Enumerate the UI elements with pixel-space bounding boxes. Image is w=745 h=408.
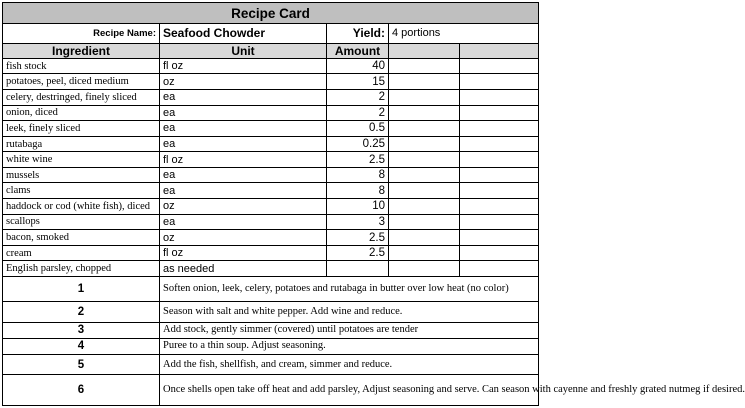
step-text: Season with salt and white pepper. Add wine and reduce. [160,302,539,322]
ingredient-row [3,167,539,183]
ingredient-amount: 0.25 [327,136,389,152]
ingredient-row [3,58,539,74]
blank-cell [460,89,539,105]
ingredient-row [3,136,539,152]
yield-value: 4 portions [389,24,539,43]
blank-cell [460,199,539,215]
blank-cell [460,167,539,183]
step-number: 3 [3,322,160,338]
ingredient-amount: 8 [327,167,389,183]
ingredient-unit: ea [160,183,327,199]
ingredient-amount: 2 [327,105,389,121]
method-step-row [3,277,539,302]
ingredient-row [3,152,539,168]
ingredient-unit: ea [160,121,327,137]
recipe-card [2,2,745,406]
blank-cell [389,74,460,90]
ingredient-amount: 40 [327,58,389,74]
ingredient-unit: ea [160,105,327,121]
ingredient-name: white wine [3,152,160,168]
step-text: Add stock, gently simmer (covered) until potatoes are tender [160,322,539,338]
ingredient-unit: ea [160,214,327,230]
ingredient-unit: oz [160,199,327,215]
ingredient-unit: ea [160,136,327,152]
ingredient-row [3,261,539,277]
ingredient-row [3,74,539,90]
blank-cell [460,136,539,152]
ingredient-row [3,214,539,230]
ingredient-amount: 0.5 [327,121,389,137]
blank-cell [389,152,460,168]
blank-cell [389,183,460,199]
recipe-name: Seafood Chowder [160,24,327,43]
blank-cell [389,105,460,121]
blank-cell [460,105,539,121]
ingredient-amount: 2.5 [327,230,389,246]
ingredient-amount: 2.5 [327,245,389,261]
method-step-row [3,302,539,322]
ingredient-amount: 15 [327,74,389,90]
ingredient-row [3,230,539,246]
blank-cell [460,152,539,168]
blank-cell [460,245,539,261]
ingredient-name: scallops [3,214,160,230]
ingredient-name: cream [3,245,160,261]
ingredient-amount: 2 [327,89,389,105]
ingredient-amount: 8 [327,183,389,199]
ingredient-amount: 3 [327,214,389,230]
ingredient-row [3,89,539,105]
ingredient-unit: ea [160,89,327,105]
ingredient-amount: 2.5 [327,152,389,168]
step-number: 1 [3,277,160,302]
blank-cell [389,199,460,215]
blank-cell [460,121,539,137]
ingredient-name: mussels [3,167,160,183]
ingredient-name: English parsley, chopped [3,261,160,277]
unit-header: Unit [160,43,327,58]
ingredient-row [3,121,539,137]
step-number: 6 [3,375,160,406]
blank-cell [389,261,460,277]
ingredient-name: leek, finely sliced [3,121,160,137]
amount-header: Amount [327,43,389,58]
ingredient-amount [327,261,389,277]
ingredient-unit: oz [160,74,327,90]
recipe-name-label: Recipe Name: [3,24,160,43]
step-number: 2 [3,302,160,322]
ingredient-unit: oz [160,230,327,246]
blank-cell [389,121,460,137]
ingredient-unit: fl oz [160,152,327,168]
blank-cell [460,183,539,199]
ingredient-name: bacon, smoked [3,230,160,246]
ingredient-row [3,245,539,261]
blank-cell [389,89,460,105]
ingredient-name: onion, diced [3,105,160,121]
blank-cell [389,245,460,261]
blank-cell [460,74,539,90]
card-title: Recipe Card [3,3,539,24]
ingredient-row [3,199,539,215]
method-step-row [3,355,539,375]
ingredient-unit: fl oz [160,58,327,74]
blank-cell [460,261,539,277]
step-text: Puree to a thin soup. Adjust seasoning. [160,338,539,354]
blank-cell [389,214,460,230]
blank-cell [460,214,539,230]
method-step-row [3,322,539,338]
yield-label: Yield: [327,24,389,43]
ingredient-name: fish stock [3,58,160,74]
blank-cell [389,167,460,183]
ingredient-name: clams [3,183,160,199]
method-step-row [3,375,539,406]
blank-cell [389,230,460,246]
ingredient-unit: ea [160,167,327,183]
blank-cell [389,136,460,152]
blank-cell [389,58,460,74]
step-text: Add the fish, shellfish, and cream, simmer and reduce. [160,355,539,375]
step-number: 5 [3,355,160,375]
ingredient-unit: fl oz [160,245,327,261]
blank-header-cell [389,43,460,58]
ingredient-row [3,105,539,121]
ingredient-name: celery, destringed, finely sliced [3,89,160,105]
blank-header-cell [460,43,539,58]
ingredient-row [3,183,539,199]
step-number: 4 [3,338,160,354]
ingredient-name: potatoes, peel, diced medium [3,74,160,90]
ingredient-unit: as needed [160,261,327,277]
blank-cell [460,58,539,74]
ingredient-amount: 10 [327,199,389,215]
ingredient-name: rutabaga [3,136,160,152]
method-step-row [3,338,539,354]
step-text: Soften onion, leek, celery, potatoes and rutabaga in butter over low heat (no color) [160,277,539,302]
ingredient-header: Ingredient [3,43,160,58]
step-text: Once shells open take off heat and add parsley, Adjust seasoning and serve. Can season with cayenne and freshly grated nutmeg if desired. [160,375,539,406]
blank-cell [460,230,539,246]
ingredient-name: haddock or cod (white fish), diced [3,199,160,215]
